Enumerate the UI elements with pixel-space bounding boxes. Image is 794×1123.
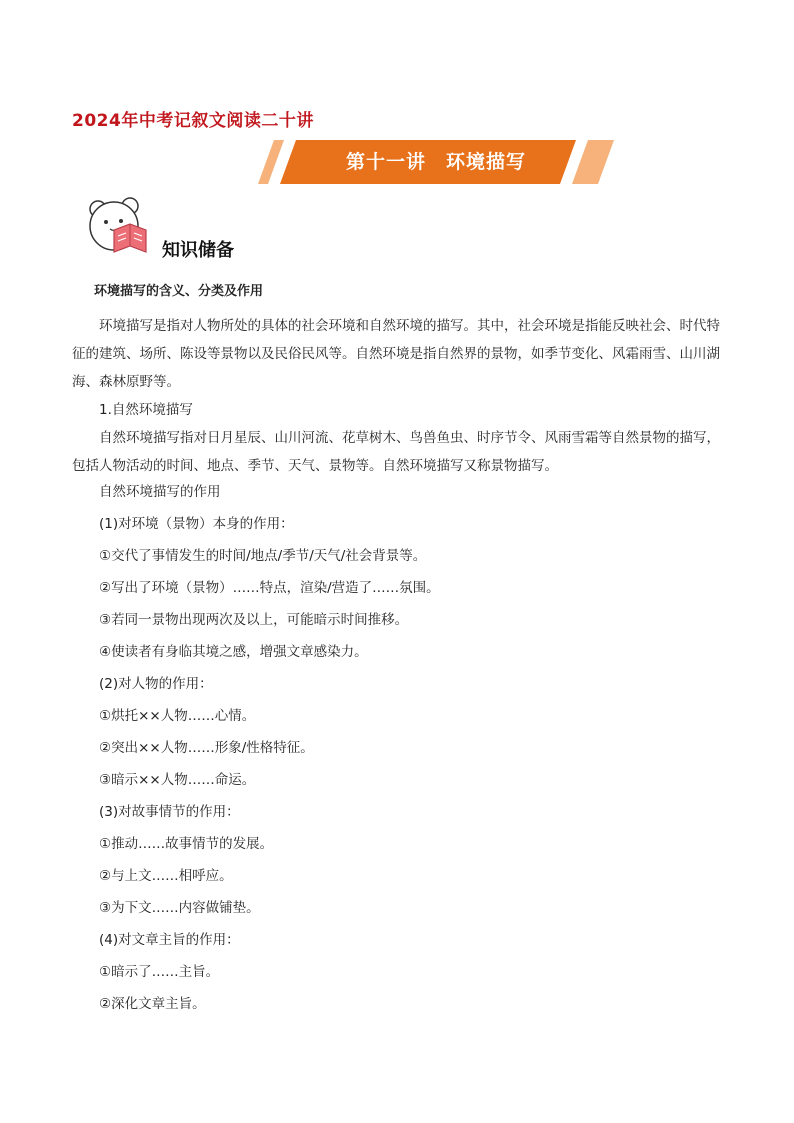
list-item: ①烘托××人物……心情。 — [99, 708, 256, 724]
subheading: 环境描写的含义、分类及作用 — [94, 284, 264, 299]
list-item: ①推动……故事情节的发展。 — [99, 836, 274, 852]
nature-paragraph: 自然环境描写指对日月星辰、山川河流、花草树木、鸟兽鱼虫、时序节令、风雨雪霜等自然景物的描写，包括人物活动的时间、地点、季节、天气、景物等。自然环境描写又称景物描写。 — [72, 430, 720, 474]
list-item: ②突出××人物……形象/性格特征。 — [99, 740, 314, 756]
intro-paragraph: 环境描写是指对人物所处的具体的社会环境和自然环境的描写。其中，社会环境是指能反映社会、时代特征的建筑、场所、陈设等景物以及民俗民风等。自然环境是指自然界的景物，如季节变化、风霜雨雪、山川湖海、森林原野等。 — [72, 318, 720, 390]
list-item: ①交代了事情发生的时间/地点/季节/天气/社会背景等。 — [99, 548, 427, 564]
list-item: ①暗示了……主旨。 — [99, 964, 220, 980]
list-item: ②深化文章主旨。 — [99, 996, 206, 1012]
document-body — [72, 280, 726, 1028]
list-item: ③若同一景物出现两次及以上，可能暗示时间推移。 — [99, 612, 409, 628]
lecture-banner — [258, 140, 614, 184]
list-item: 自然环境描写的作用 — [99, 484, 221, 500]
list-item: ③暗示××人物……命运。 — [99, 772, 256, 788]
list-item: (1)对环境（景物）本身的作用： — [99, 516, 294, 532]
list-item: ③为下文……内容做铺垫。 — [99, 900, 260, 916]
bear-reading-icon — [86, 196, 152, 262]
list-item: ②写出了环境（景物）……特点，渲染/营造了……氛围。 — [99, 580, 440, 596]
series-title: 2024年中考记叙文阅读二十讲 — [72, 111, 314, 131]
section-title: 知识储备 — [162, 240, 234, 261]
list-item: (2)对人物的作用： — [99, 676, 213, 692]
lecture-title: 第十一讲 环境描写 — [345, 151, 526, 173]
list-item: (4)对文章主旨的作用： — [99, 932, 240, 948]
list-item: ②与上文……相呼应。 — [99, 868, 233, 884]
list-item: (3)对故事情节的作用： — [99, 804, 240, 820]
list-item: ④使读者有身临其境之感，增强文章感染力。 — [99, 644, 368, 660]
nature-heading: 1.自然环境描写 — [99, 402, 193, 418]
